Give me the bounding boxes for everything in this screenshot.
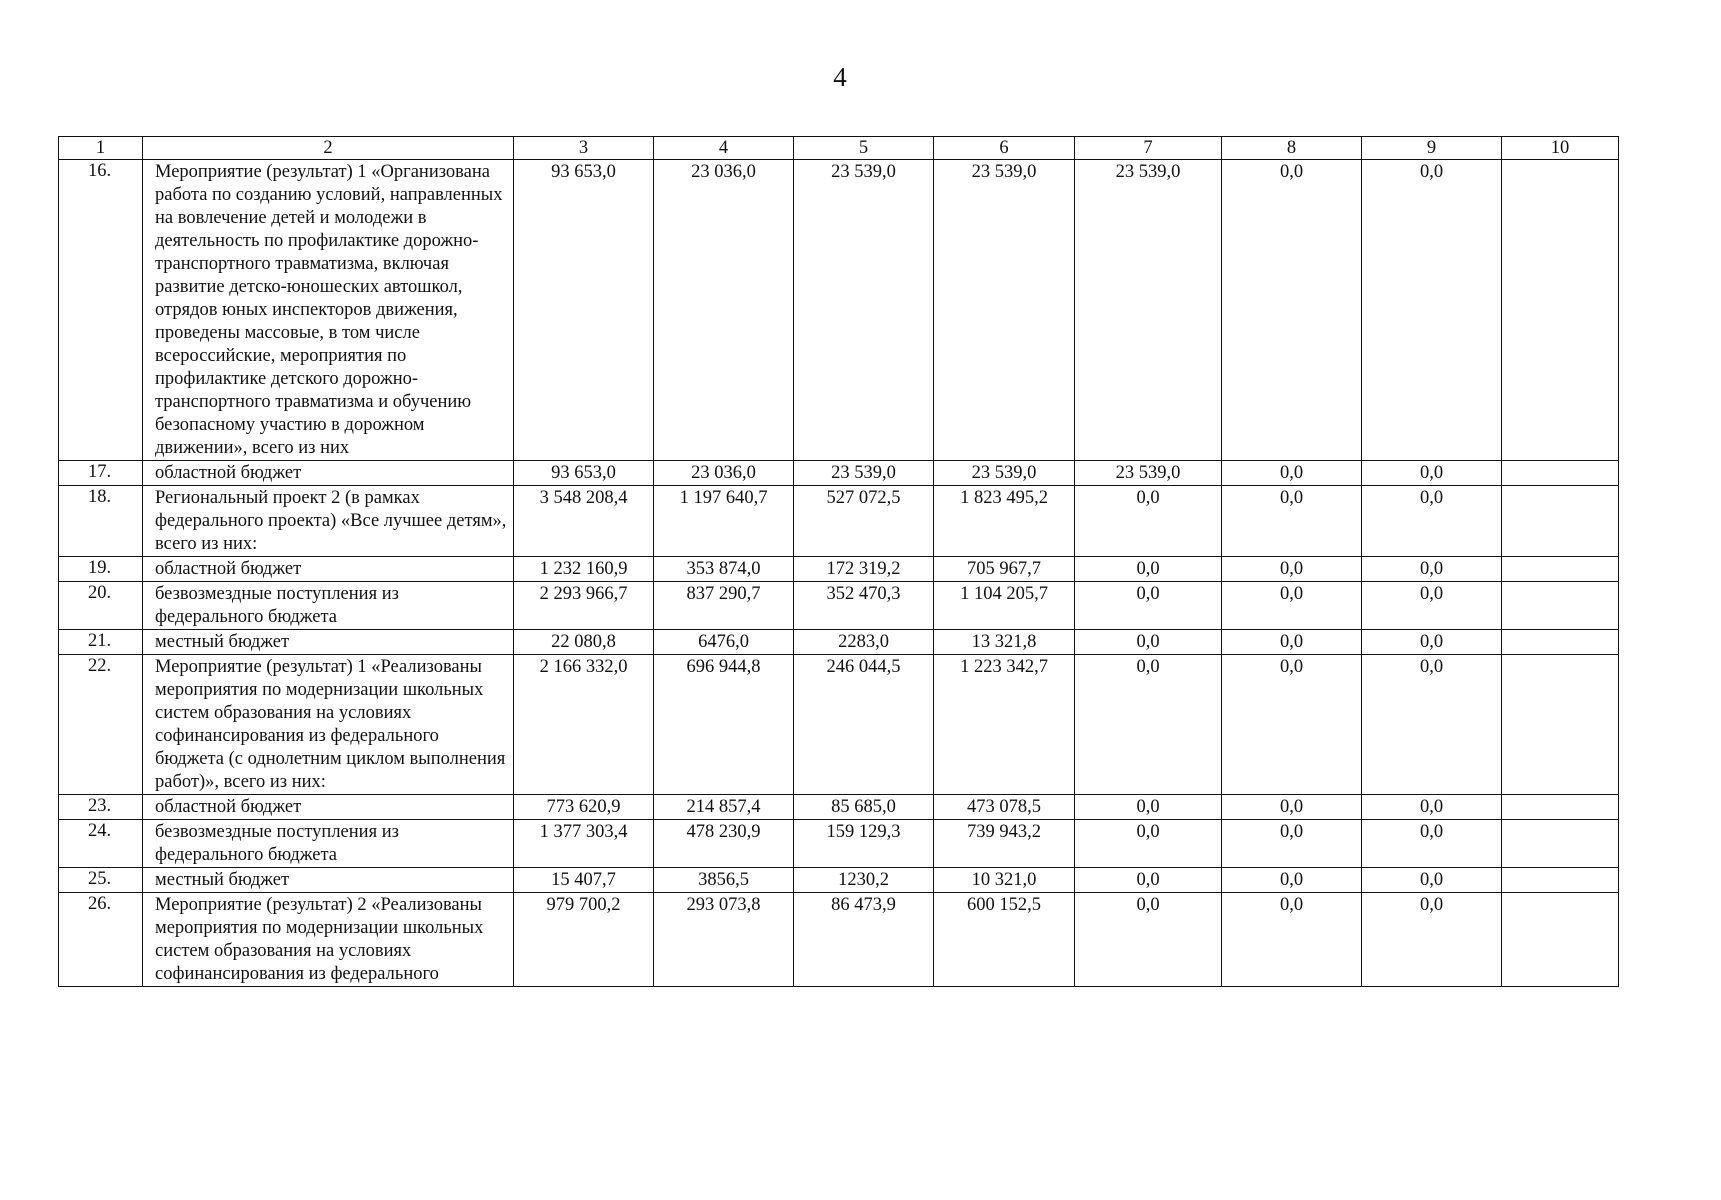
- table-row: [59, 868, 1619, 893]
- row-number: 18.: [59, 486, 143, 557]
- cell-value: 23 539,0: [794, 160, 934, 461]
- cell-value: 473 078,5: [934, 795, 1075, 820]
- cell-value: 0,0: [1222, 820, 1362, 868]
- row-number: 25.: [59, 868, 143, 893]
- cell-value: 23 539,0: [794, 461, 934, 486]
- cell-value: 93 653,0: [514, 461, 654, 486]
- cell-value: 0,0: [1075, 582, 1222, 630]
- cell-value: 352 470,3: [794, 582, 934, 630]
- cell-value: [1502, 160, 1619, 461]
- table-row: [59, 795, 1619, 820]
- cell-value: 1 197 640,7: [654, 486, 794, 557]
- cell-value: 705 967,7: [934, 557, 1075, 582]
- table-row: [59, 655, 1619, 795]
- cell-value: 0,0: [1222, 461, 1362, 486]
- cell-value: 0,0: [1362, 893, 1502, 987]
- cell-value: 23 539,0: [1075, 461, 1222, 486]
- row-number: 17.: [59, 461, 143, 486]
- cell-value: 478 230,9: [654, 820, 794, 868]
- cell-value: 3 548 208,4: [514, 486, 654, 557]
- row-name: местный бюджет: [143, 630, 514, 655]
- cell-value: 23 539,0: [1075, 160, 1222, 461]
- cell-value: [1502, 893, 1619, 987]
- row-name: местный бюджет: [143, 868, 514, 893]
- cell-value: 0,0: [1222, 893, 1362, 987]
- cell-value: 0,0: [1222, 655, 1362, 795]
- cell-value: 0,0: [1362, 486, 1502, 557]
- cell-value: 23 539,0: [934, 160, 1075, 461]
- cell-value: [1502, 557, 1619, 582]
- column-header: 5: [794, 137, 934, 160]
- cell-value: 0,0: [1222, 868, 1362, 893]
- row-number: 19.: [59, 557, 143, 582]
- column-header: 8: [1222, 137, 1362, 160]
- row-name: областной бюджет: [143, 557, 514, 582]
- budget-table: [58, 136, 1619, 987]
- cell-value: [1502, 486, 1619, 557]
- row-name: Региональный проект 2 (в рамках федерального проекта) «Все лучшее детям», всего из них:: [143, 486, 514, 557]
- cell-value: [1502, 868, 1619, 893]
- table-row: [59, 160, 1619, 461]
- row-name: Мероприятие (результат) 1 «Реализованы мероприятия по модернизации школьных систем образования на условиях софинансирования из федерального бюджета (с однолетним циклом выполнения работ)», всего из них:: [143, 655, 514, 795]
- cell-value: 600 152,5: [934, 893, 1075, 987]
- cell-value: 23 036,0: [654, 461, 794, 486]
- row-name: Мероприятие (результат) 2 «Реализованы мероприятия по модернизации школьных систем образования на условиях софинансирования из федерального: [143, 893, 514, 987]
- row-number: 22.: [59, 655, 143, 795]
- row-number: 21.: [59, 630, 143, 655]
- column-header: 3: [514, 137, 654, 160]
- cell-value: 0,0: [1075, 868, 1222, 893]
- column-header: 1: [59, 137, 143, 160]
- table-row: [59, 893, 1619, 987]
- cell-value: 0,0: [1222, 160, 1362, 461]
- cell-value: 23 036,0: [654, 160, 794, 461]
- cell-value: 214 857,4: [654, 795, 794, 820]
- cell-value: 15 407,7: [514, 868, 654, 893]
- cell-value: 2283,0: [794, 630, 934, 655]
- cell-value: 0,0: [1362, 557, 1502, 582]
- header-row: [59, 137, 1619, 160]
- cell-value: [1502, 461, 1619, 486]
- cell-value: 2 166 332,0: [514, 655, 654, 795]
- row-name: областной бюджет: [143, 795, 514, 820]
- row-number: 24.: [59, 820, 143, 868]
- row-number: 16.: [59, 160, 143, 461]
- column-header: 7: [1075, 137, 1222, 160]
- cell-value: 172 319,2: [794, 557, 934, 582]
- cell-value: [1502, 820, 1619, 868]
- cell-value: 527 072,5: [794, 486, 934, 557]
- cell-value: 0,0: [1075, 795, 1222, 820]
- cell-value: 0,0: [1075, 557, 1222, 582]
- cell-value: 6476,0: [654, 630, 794, 655]
- cell-value: 0,0: [1362, 461, 1502, 486]
- column-header: 9: [1362, 137, 1502, 160]
- cell-value: 293 073,8: [654, 893, 794, 987]
- cell-value: 1 232 160,9: [514, 557, 654, 582]
- cell-value: 0,0: [1075, 630, 1222, 655]
- cell-value: 0,0: [1362, 655, 1502, 795]
- cell-value: 246 044,5: [794, 655, 934, 795]
- cell-value: [1502, 630, 1619, 655]
- table-row: [59, 557, 1619, 582]
- row-name: Мероприятие (результат) 1 «Организована работа по созданию условий, направленных на вовлечение детей и молодежи в деятельность по профилактике дорожно-транспортного травматизма, включая развитие детско-юношеских автошкол, отрядов юных инспекторов движения, проведены массовые, в том числе всероссийские, мероприятия по профилактике детского дорожно-транспортного травматизма и обучению безопасному участию в дорожном движении», всего из них: [143, 160, 514, 461]
- cell-value: 0,0: [1362, 820, 1502, 868]
- cell-value: 0,0: [1362, 795, 1502, 820]
- cell-value: 837 290,7: [654, 582, 794, 630]
- cell-value: 0,0: [1222, 630, 1362, 655]
- column-header: 4: [654, 137, 794, 160]
- row-name: безвозмездные поступления из федерального бюджета: [143, 820, 514, 868]
- cell-value: 0,0: [1362, 868, 1502, 893]
- cell-value: 1 823 495,2: [934, 486, 1075, 557]
- cell-value: 0,0: [1075, 486, 1222, 557]
- cell-value: 22 080,8: [514, 630, 654, 655]
- cell-value: 1230,2: [794, 868, 934, 893]
- row-name: безвозмездные поступления из федерального бюджета: [143, 582, 514, 630]
- cell-value: 0,0: [1222, 486, 1362, 557]
- table-row: [59, 582, 1619, 630]
- cell-value: 0,0: [1362, 630, 1502, 655]
- cell-value: 1 377 303,4: [514, 820, 654, 868]
- cell-value: 739 943,2: [934, 820, 1075, 868]
- column-header: 6: [934, 137, 1075, 160]
- cell-value: [1502, 582, 1619, 630]
- page-number: 4: [833, 62, 847, 92]
- cell-value: 3856,5: [654, 868, 794, 893]
- cell-value: 1 104 205,7: [934, 582, 1075, 630]
- cell-value: 0,0: [1075, 655, 1222, 795]
- cell-value: 353 874,0: [654, 557, 794, 582]
- cell-value: 979 700,2: [514, 893, 654, 987]
- cell-value: [1502, 655, 1619, 795]
- cell-value: 0,0: [1075, 893, 1222, 987]
- row-name: областной бюджет: [143, 461, 514, 486]
- cell-value: 0,0: [1222, 582, 1362, 630]
- row-number: 23.: [59, 795, 143, 820]
- cell-value: 93 653,0: [514, 160, 654, 461]
- cell-value: 159 129,3: [794, 820, 934, 868]
- cell-value: 86 473,9: [794, 893, 934, 987]
- cell-value: 0,0: [1075, 820, 1222, 868]
- cell-value: 0,0: [1222, 795, 1362, 820]
- cell-value: 1 223 342,7: [934, 655, 1075, 795]
- column-header: 2: [143, 137, 514, 160]
- cell-value: 0,0: [1362, 582, 1502, 630]
- column-header: 10: [1502, 137, 1619, 160]
- cell-value: 0,0: [1362, 160, 1502, 461]
- cell-value: 13 321,8: [934, 630, 1075, 655]
- table-row: [59, 820, 1619, 868]
- cell-value: 773 620,9: [514, 795, 654, 820]
- cell-value: [1502, 795, 1619, 820]
- row-number: 20.: [59, 582, 143, 630]
- cell-value: 0,0: [1222, 557, 1362, 582]
- cell-value: 23 539,0: [934, 461, 1075, 486]
- row-number: 26.: [59, 893, 143, 987]
- cell-value: 85 685,0: [794, 795, 934, 820]
- table-row: [59, 461, 1619, 486]
- table-row: [59, 486, 1619, 557]
- table-row: [59, 630, 1619, 655]
- cell-value: 10 321,0: [934, 868, 1075, 893]
- cell-value: 696 944,8: [654, 655, 794, 795]
- cell-value: 2 293 966,7: [514, 582, 654, 630]
